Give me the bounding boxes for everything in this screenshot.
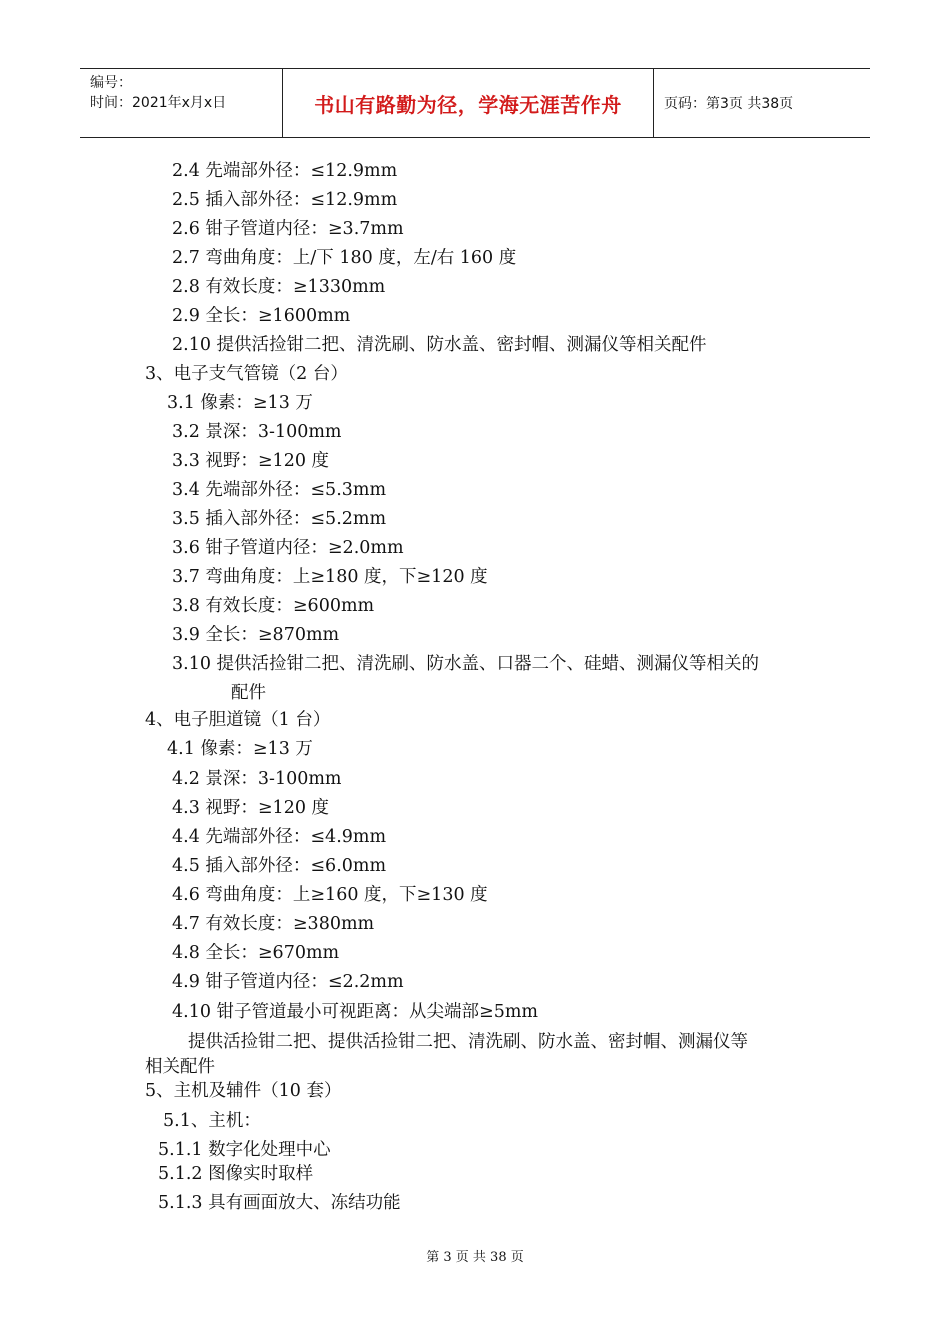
spec-line: 4.6 弯曲角度：上≥160 度，下≥130 度 [172,885,488,905]
spec-line: 5.1.3 具有画面放大、冻结功能 [158,1193,401,1213]
spec-line: 3.2 景深：3-100mm [172,422,342,442]
spec-line: 2.5 插入部外径：≤12.9mm [172,190,398,210]
page-header [80,68,870,138]
spec-line: 4.5 插入部外径：≤6.0mm [172,856,387,876]
spec-line-continuation: 配件 [231,683,266,703]
spec-line: 3.5 插入部外径：≤5.2mm [172,509,387,529]
spec-paragraph: 提供活捡钳二把、提供活捡钳二把、清洗刷、防水盖、密封帽、测漏仪等 [188,1032,748,1052]
spec-line: 3.6 钳子管道内径：≥2.0mm [172,538,404,558]
document-number-label: 编号： [90,75,132,91]
spec-paragraph-continuation: 相关配件 [145,1057,215,1077]
header-motto-cell [282,69,654,137]
header-page-info: 页码：第3页 共38页 [664,96,794,112]
header-left-cell [80,69,282,137]
section-heading: 4、电子胆道镜（1 台） [145,710,331,730]
spec-line: 2.6 钳子管道内径：≥3.7mm [172,219,404,239]
document-time-label: 时间：2021年x月x日 [90,95,227,111]
header-page-info-cell [654,69,870,137]
section-heading: 3、电子支气管镜（2 台） [145,364,348,384]
spec-line: 2.4 先端部外径：≤12.9mm [172,161,398,181]
spec-line: 4.2 景深：3-100mm [172,769,342,789]
spec-line: 3.9 全长：≥870mm [172,625,340,645]
spec-line: 4.1 像素：≥13 万 [167,739,313,759]
spec-line: 5.1.2 图像实时取样 [158,1164,314,1184]
page-footer: 第 3 页 共 38 页 [426,1250,524,1265]
subsection-heading: 5.1、主机： [163,1111,261,1131]
spec-line: 5.1.1 数字化处理中心 [158,1140,331,1160]
spec-line: 4.10 钳子管道最小可视距离：从尖端部≥5mm [172,1002,539,1022]
spec-line: 4.8 全长：≥670mm [172,943,340,963]
spec-line: 2.7 弯曲角度：上/下 180 度，左/右 160 度 [172,248,517,268]
spec-line: 2.8 有效长度：≥1330mm [172,277,386,297]
spec-line: 4.4 先端部外径：≤4.9mm [172,827,387,847]
spec-line: 3.3 视野：≥120 度 [172,451,330,471]
spec-line: 4.7 有效长度：≥380mm [172,914,375,934]
spec-line: 3.4 先端部外径：≤5.3mm [172,480,387,500]
header-motto: 书山有路勤为径，学海无涯苦作舟 [314,92,622,117]
section-heading: 5、主机及辅件（10 套） [145,1081,342,1101]
spec-line: 3.1 像素：≥13 万 [167,393,313,413]
spec-line: 4.9 钳子管道内径：≤2.2mm [172,972,404,992]
spec-line: 3.10 提供活捡钳二把、清洗刷、防水盖、口器二个、硅蜡、测漏仪等相关的 [172,654,760,674]
spec-line: 2.9 全长：≥1600mm [172,306,351,326]
spec-line: 2.10 提供活捡钳二把、清洗刷、防水盖、密封帽、测漏仪等相关配件 [172,335,707,355]
spec-line: 3.8 有效长度：≥600mm [172,596,375,616]
spec-line: 3.7 弯曲角度：上≥180 度，下≥120 度 [172,567,488,587]
spec-line: 4.3 视野：≥120 度 [172,798,330,818]
